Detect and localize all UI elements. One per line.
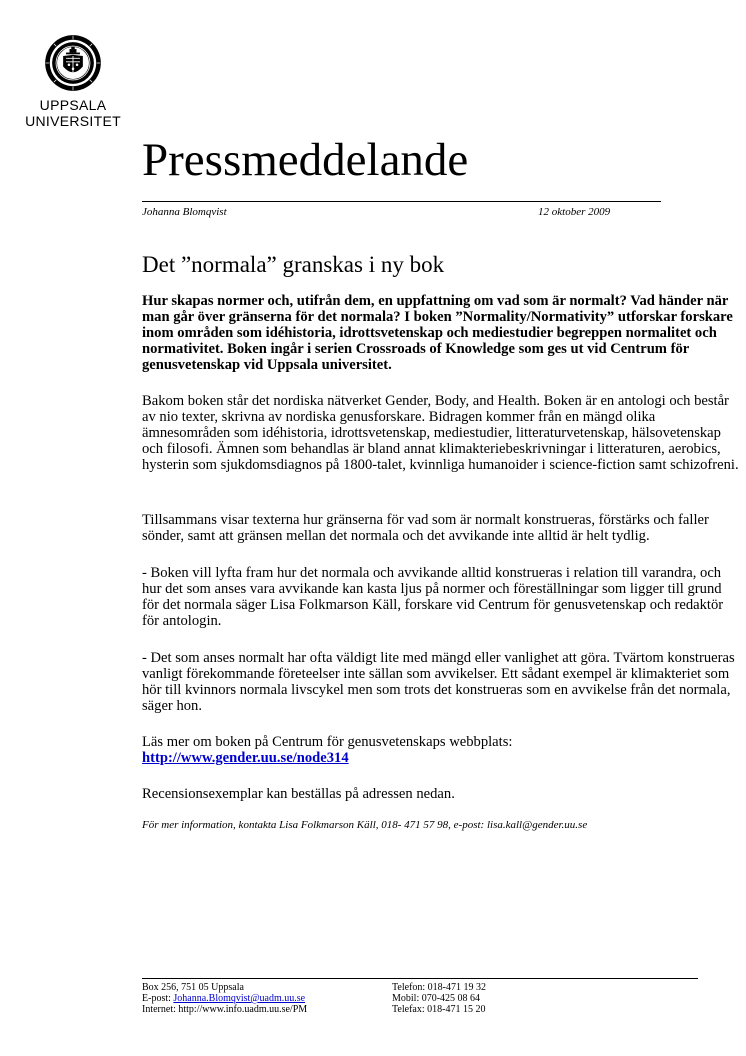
university-name-line2: UNIVERSITET <box>25 113 121 129</box>
contact-info: För mer information, kontakta Lisa Folkmarson Käll, 018- 471 57 98, e-post: lisa.kall@gender.uu.se <box>142 819 588 831</box>
article-lead <box>142 293 742 373</box>
header-rule <box>142 201 661 202</box>
footer-email <box>142 993 307 1004</box>
footer-internet: Internet: http://www.info.uadm.uu.se/PM <box>142 1004 308 1015</box>
quote-text: - Boken vill lyfta fram hur det normala och avvikande alltid konstrueras i relation till varandra, och hur det som anses vara avvikande kan kasta ljus på normer och föreställningar som ligger till grund för det normala säger Lisa Folkmarson Käll, forskare vid Centrum för genusvetenskap och redaktör för antologin. <box>142 565 724 630</box>
footer-phone: Telefon: 018-471 19 32 <box>392 982 487 993</box>
review-copy-text: Recensionsexemplar kan beställas på adressen nedan. <box>142 786 455 802</box>
article-paragraph <box>142 786 742 802</box>
footer-right <box>392 982 486 1015</box>
document-title: Pressmeddelande <box>142 134 469 186</box>
author-name: Johanna Blomqvist <box>142 206 227 218</box>
more-info-text: Läs mer om boken på Centrum för genusvetenskaps webbplats: <box>142 734 513 750</box>
university-name-line1: UPPSALA <box>39 97 107 113</box>
paragraph-text: Tillsammans visar texterna hur gränserna för vad som är normalt konstrueras, förstärks och faller sönder, samt att gränsen mellan det normala och det avvikande inte alltid är helt tydlig. <box>142 512 709 545</box>
lead-text: Hur skapas normer och, utifrån dem, en uppfattning om vad som är normalt? Vad händer när man går över gränserna för det normala? I boken ”Normality/Normativity” utforskar forskare inom områden som idéhistoria, idrottsvetenskap och mediestudier begreppen normalitet och normativitet. Boken ingår i serien Crossroads of Knowledge som ges ut vid Centrum för genusvetenskap vid Uppsala universitet. <box>142 293 733 374</box>
article-paragraph <box>142 512 742 544</box>
article-paragraph <box>142 393 742 473</box>
university-seal-logo <box>44 34 102 92</box>
article-paragraph <box>142 565 742 629</box>
footer-fax: Telefax: 018-471 15 20 <box>392 1004 486 1015</box>
footer-address: Box 256, 751 05 Uppsala <box>142 982 244 993</box>
university-name <box>0 97 146 129</box>
paragraph-text: Bakom boken står det nordiska nätverket Gender, Body, and Health. Boken är en antologi och består av nio texter, skrivna av nordiska genusforskare. Bidragen kommer från en mängd olika ämnesområden som idéhistoria, idrottsvetenskap, mediestudier, litteraturvetenskap, hälsovetenskap och filosofi. Ämnen som behandlas är bland annat klimakteriebeskrivningar i litteraturen, aerobics, hysterin som sjukdomsdiagnos på 1800-talet, kvinnliga humanoider i science-fiction samt schizofreni. <box>142 393 739 474</box>
more-info-paragraph <box>142 734 742 766</box>
quote-text: - Det som anses normalt har ofta väldigt lite med mängd eller vanlighet att göra. Tvärtom konstrueras vanligt förekommande företeelser inte sällan som avvikelser. Ett sådant exempel är klimakteriet som hör till kvinnors normala livscykel men som trots det konstrueras som en avvikelse från det normala, säger hon. <box>142 650 735 715</box>
footer-email-label: E-post: <box>142 993 174 1004</box>
article-paragraph <box>142 650 742 714</box>
book-webpage-link[interactable]: http://www.gender.uu.se/node314 <box>142 750 349 767</box>
article-heading: Det ”normala” granskas i ny bok <box>142 252 445 277</box>
footer-left <box>142 982 307 1015</box>
footer-rule <box>142 978 698 979</box>
footer-mobile: Mobil: 070-425 08 64 <box>392 993 481 1004</box>
publish-date: 12 oktober 2009 <box>538 206 611 218</box>
footer-email-link[interactable]: Johanna.Blomqvist@uadm.uu.se <box>173 993 306 1004</box>
